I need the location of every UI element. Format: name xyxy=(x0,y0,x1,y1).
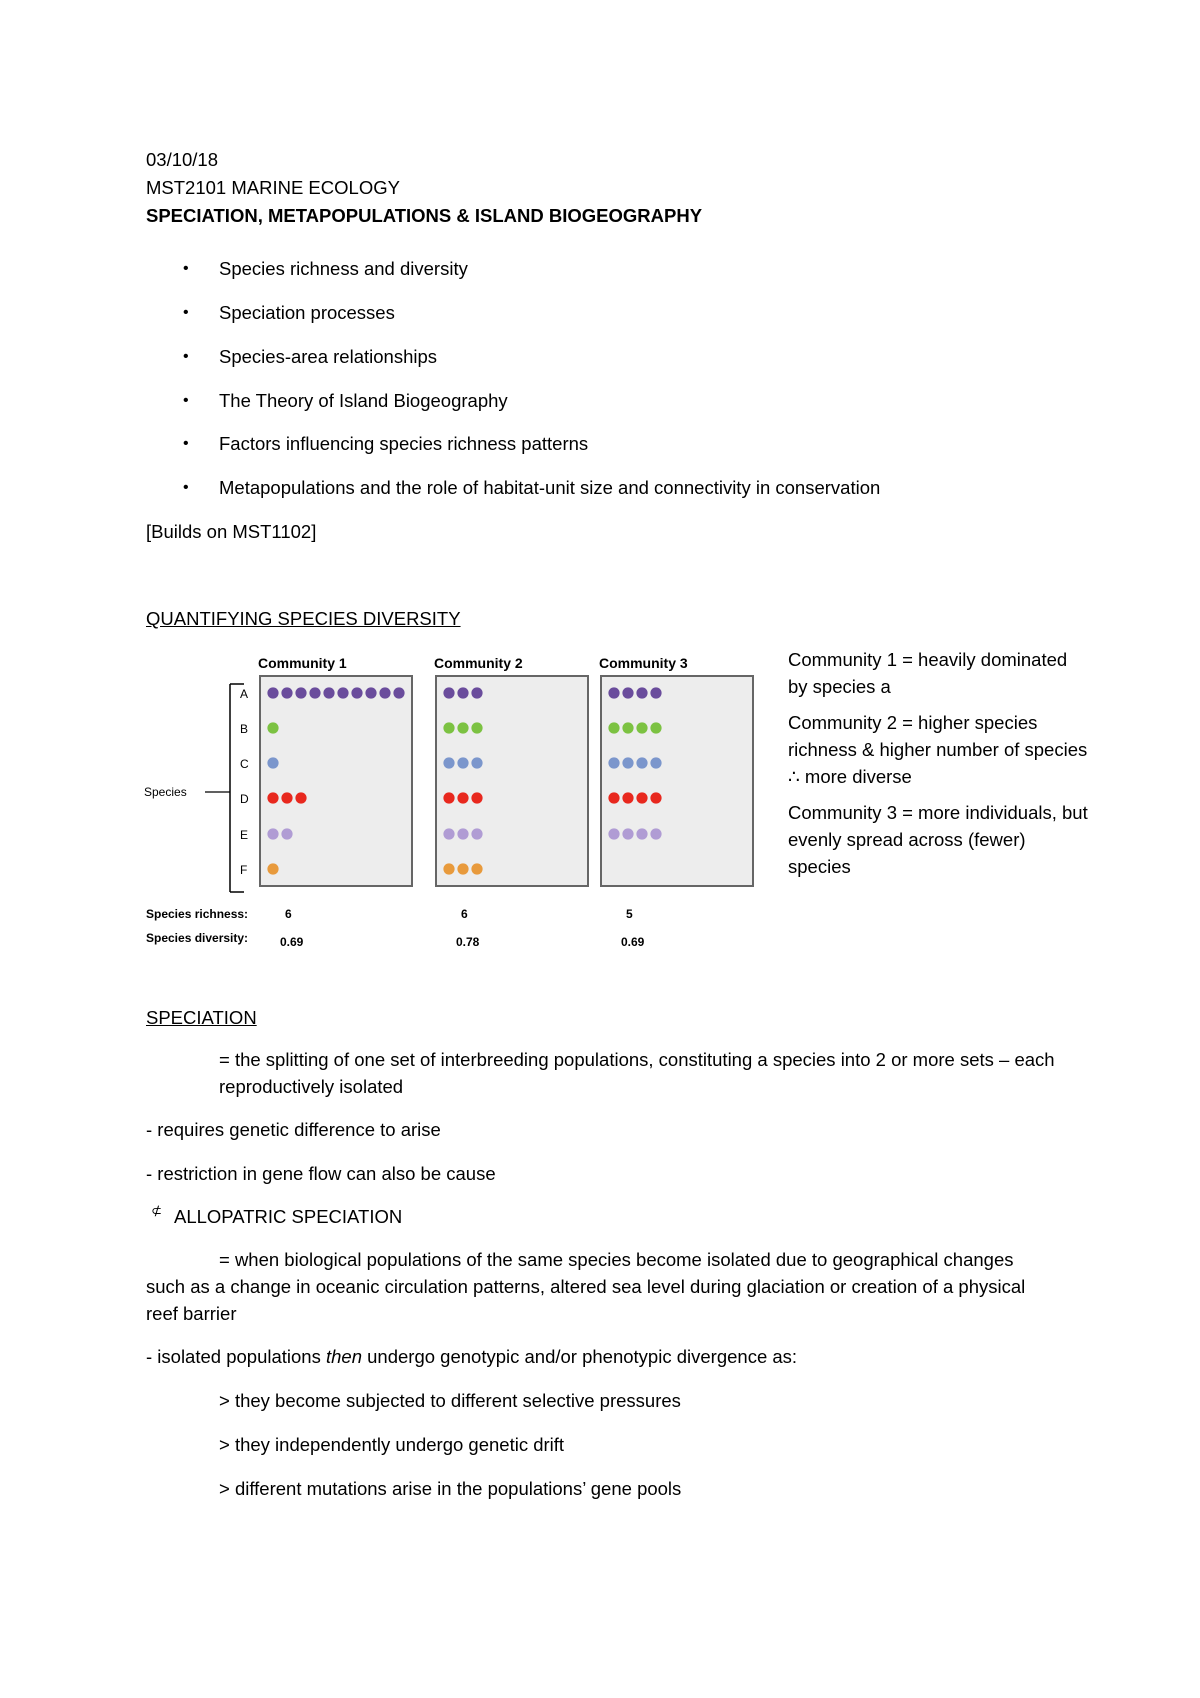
divergence-suffix: undergo genotypic and/or phenotypic divergence as: xyxy=(362,1346,798,1367)
species-axis-label: Species xyxy=(144,785,187,799)
bullet-icon: • xyxy=(183,392,189,409)
species-dot xyxy=(471,792,482,803)
species-letter: F xyxy=(240,863,248,877)
community-title: Community 1 xyxy=(258,655,347,671)
species-dot xyxy=(281,828,292,839)
species-dot xyxy=(636,757,647,768)
divergence-reason: > they become subjected to different selective pressures xyxy=(219,1390,681,1411)
community-box xyxy=(436,676,588,886)
species-dot xyxy=(471,863,482,874)
species-dot xyxy=(457,792,468,803)
bullet-icon: • xyxy=(183,479,189,496)
species-dot xyxy=(309,687,320,698)
species-dot xyxy=(636,722,647,733)
note-community-2: Community 2 = higher species richness & higher number of species ∴ more diverse xyxy=(788,712,1088,787)
species-dot xyxy=(608,828,619,839)
species-letter: C xyxy=(240,757,249,771)
topic-item: Species-area relationships xyxy=(219,346,438,367)
date: 03/10/18 xyxy=(146,149,219,170)
lecture-title: SPECIATION, METAPOPULATIONS & ISLAND BIOGEOGRAPHY xyxy=(146,205,703,226)
richness-label: Species richness: xyxy=(146,907,249,921)
species-dot xyxy=(379,687,390,698)
allopatric-heading: ALLOPATRIC SPECIATION xyxy=(174,1206,403,1227)
topic-item: Speciation processes xyxy=(219,302,395,323)
topic-item: The Theory of Island Biogeography xyxy=(219,390,508,411)
species-dot xyxy=(650,828,661,839)
species-dot xyxy=(608,722,619,733)
species-dot xyxy=(636,792,647,803)
species-dot xyxy=(267,828,278,839)
diversity-value: 0.69 xyxy=(280,935,304,949)
species-dot xyxy=(443,863,454,874)
species-dot xyxy=(650,722,661,733)
species-dot xyxy=(295,687,306,698)
species-dot xyxy=(267,722,278,733)
species-letter: E xyxy=(240,828,249,842)
speciation-definition: = the splitting of one set of interbreeding populations, constituting a species into 2 or more sets – each reproductively isolated xyxy=(219,1049,1055,1097)
species-dot xyxy=(267,757,278,768)
richness-value: 6 xyxy=(461,907,468,921)
diversity-value: 0.69 xyxy=(621,935,645,949)
bullet-icon: • xyxy=(183,348,189,365)
species-dot xyxy=(636,687,647,698)
diversity-figure xyxy=(140,648,780,968)
species-dot xyxy=(457,687,468,698)
species-dot xyxy=(443,757,454,768)
species-letter: D xyxy=(240,792,249,806)
species-dot xyxy=(393,687,404,698)
bullet-icon: • xyxy=(183,435,189,452)
allopatric-definition xyxy=(146,1246,1046,1327)
builds-on-note: [Builds on MST1102] xyxy=(146,521,317,542)
community-title: Community 3 xyxy=(599,655,688,671)
species-dot xyxy=(650,757,661,768)
community-diagram xyxy=(140,648,780,968)
species-dot xyxy=(267,792,278,803)
species-dot xyxy=(622,792,633,803)
divergence-italic: then xyxy=(325,1346,362,1367)
species-dot xyxy=(281,792,292,803)
species-dot xyxy=(471,828,482,839)
topic-item: Metapopulations and the role of habitat-unit size and connectivity in conservation xyxy=(219,477,881,498)
species-dot xyxy=(650,687,661,698)
species-dot xyxy=(267,687,278,698)
species-dot xyxy=(337,687,348,698)
bullet-icon: • xyxy=(183,304,189,321)
speciation-point: - requires genetic difference to arise xyxy=(146,1119,441,1140)
species-dot xyxy=(443,687,454,698)
topic-item: Factors influencing species richness patterns xyxy=(219,433,589,454)
community-box xyxy=(601,676,753,886)
species-dot xyxy=(471,687,482,698)
species-dot xyxy=(351,687,362,698)
diversity-value: 0.78 xyxy=(456,935,480,949)
divergence-reason: > different mutations arise in the populations’ gene pools xyxy=(219,1478,682,1499)
species-dot xyxy=(471,757,482,768)
species-letter: A xyxy=(240,687,249,701)
species-dot xyxy=(457,722,468,733)
topic-item: Species richness and diversity xyxy=(219,258,468,279)
species-dot xyxy=(622,687,633,698)
species-dot xyxy=(443,722,454,733)
species-dot xyxy=(267,863,278,874)
allopatric-symbol-icon: ⊄ xyxy=(151,1203,162,1218)
note-community-3: Community 3 = more individuals, but evenly spread across (fewer) species xyxy=(788,802,1088,877)
community-box xyxy=(260,676,412,886)
species-dot xyxy=(608,792,619,803)
species-dot xyxy=(323,687,334,698)
course-title: MST2101 MARINE ECOLOGY xyxy=(146,177,400,198)
species-dot xyxy=(457,863,468,874)
species-dot xyxy=(608,757,619,768)
species-dot xyxy=(457,828,468,839)
species-dot xyxy=(443,828,454,839)
allopatric-definition-text: = when biological populations of the same species become isolated due to geographical changes such as a change in oceanic circulation patterns, altered sea level during glaciation or creation of a physical reef barrier xyxy=(146,1249,1026,1324)
divergence-reason: > they independently undergo genetic drift xyxy=(219,1434,565,1455)
note-community-1: Community 1 = heavily dominated by species a xyxy=(788,649,1068,697)
divergence-line xyxy=(146,1345,797,1369)
species-dot xyxy=(622,722,633,733)
diversity-label: Species diversity: xyxy=(146,931,249,945)
species-dot xyxy=(281,687,292,698)
species-dot xyxy=(650,792,661,803)
bullet-icon: • xyxy=(183,260,189,277)
speciation-point: - restriction in gene flow can also be cause xyxy=(146,1163,496,1184)
richness-value: 6 xyxy=(285,907,292,921)
species-dot xyxy=(457,757,468,768)
species-dot xyxy=(622,828,633,839)
species-dot xyxy=(443,792,454,803)
species-dot xyxy=(365,687,376,698)
species-dot xyxy=(636,828,647,839)
section-heading-speciation: SPECIATION xyxy=(146,1007,257,1028)
divergence-prefix: - isolated populations xyxy=(146,1346,326,1367)
richness-value: 5 xyxy=(626,907,633,921)
figure-notes xyxy=(788,646,1088,889)
species-dot xyxy=(622,757,633,768)
section-heading-quantifying: QUANTIFYING SPECIES DIVERSITY xyxy=(146,608,461,629)
species-dot xyxy=(608,687,619,698)
species-dot xyxy=(471,722,482,733)
community-title: Community 2 xyxy=(434,655,523,671)
species-letter: B xyxy=(240,722,249,736)
species-dot xyxy=(295,792,306,803)
